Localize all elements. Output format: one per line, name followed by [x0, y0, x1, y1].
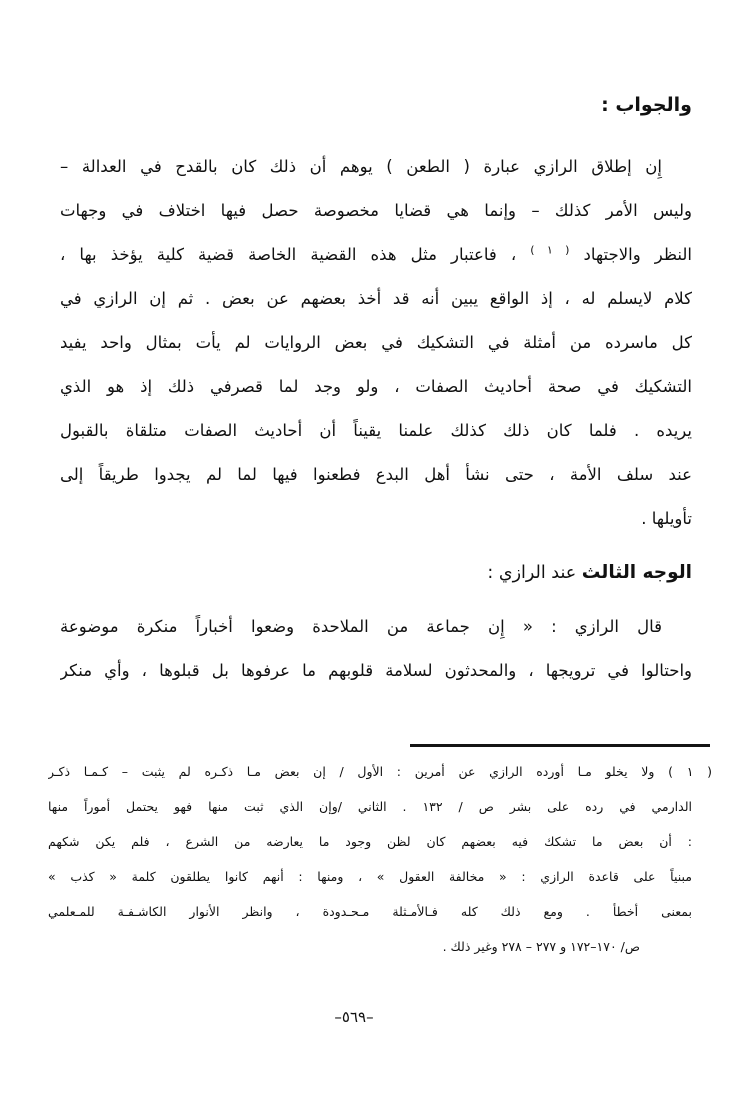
paragraph-line: عند سلف الأمة ، حتى نشأ أهل البدع فطعنوا فيها لما لم يجدوا طريقاً إلى — [60, 465, 692, 484]
paragraph-line: واحتالوا في ترويجها ، والمحدثون لسلامة قلوبهم ما عرفوها بل قبلوها ، وأي منكر — [60, 661, 692, 680]
heading-regular-text: عند الرازي : — [487, 563, 577, 583]
paragraph-line: كل ماسرده من أمثلة في التشكيك في بعض الروايات لم يأت بمثال واحد يفيد — [60, 333, 692, 352]
footnote-reference-marker: ( ١ ) — [530, 243, 570, 257]
footnote-line: بمعنى أخطأ . ومع ذلك كله فـالأمـثلة مـحـدودة ، وانظر الأنوار الكاشـفـة للمـعلمي — [48, 904, 692, 919]
footnote-line: : أن بعض ما تشكك فيه بعضهم كان لظن وجود ما يعارضه من الشرع ، فلم يكن شكهم — [48, 834, 692, 849]
section-heading-third-aspect — [60, 553, 692, 605]
footnote-line: الدارمي في رده على بشر ص / ١٣٢ . الثاني /وإن الذي ثبت منها فهو يحتمل أموراً منها — [48, 799, 692, 814]
paragraph-line: وليس الأمر كذلك – وإنما هي قضايا مخصوصة حصل فيها اختلاف في وجهات — [60, 201, 692, 220]
paragraph-line: قال الرازي : « إِن جماعة من الملاحدة وضعوا أخباراً منكرة موضوعة — [60, 617, 662, 636]
paragraph-line: تأويلها . — [641, 509, 692, 528]
paragraph-line-with-footnote-ref — [60, 233, 692, 277]
paragraph-text: النظر والاجتهاد — [583, 245, 692, 264]
footnote-line: ( ١ ) ولا يخلو مـا أورده الرازي عن أمرين : الأول / إن بعض مـا ذكـره لم يثبت – كـمـا ذكـر — [48, 764, 712, 779]
page-number: –٥٦٩– — [334, 1008, 374, 1026]
footnote-separator — [410, 744, 710, 747]
main-text-block — [60, 88, 692, 693]
paragraph-line: التشكيك في صحة أحاديث الصفات ، ولو وجد لما قصرفي ذلك إذ هو الذي — [60, 377, 692, 396]
paragraph-line: إِن إطلاق الرازي عبارة ( الطعن ) يوهم أن ذلك كان بالقدح في العدالة – — [60, 157, 662, 176]
footnote-line: ص/ ١٧٠–١٧٢ و ٢٧٧ – ٢٧٨ وغير ذلك . — [442, 939, 640, 954]
paragraph-text: ، فاعتبار مثل هذه القضية الخاصة قضية كلية يؤخذ بها ، — [60, 245, 517, 264]
footnote-line: مبنياً على قاعدة الرازي : « مخالفة العقول » ، ومنها : أنهم كانوا يطلقون كلمة « كذب » — [48, 869, 692, 884]
section-heading-answer: والجواب : — [601, 94, 692, 116]
paragraph-line: كلام لايسلم له ، إذ الواقع يبين أنه قد أخذ بعضهم عن بعض . ثم إن الرازي في — [60, 289, 692, 308]
footnote-block — [48, 754, 712, 964]
heading-bold-text: الوجه الثالث — [581, 562, 692, 583]
paragraph-line: يريده . فلما كان ذلك كذلك علمنا يقيناً أن أحاديث الصفات متلقاة بالقبول — [60, 421, 692, 440]
